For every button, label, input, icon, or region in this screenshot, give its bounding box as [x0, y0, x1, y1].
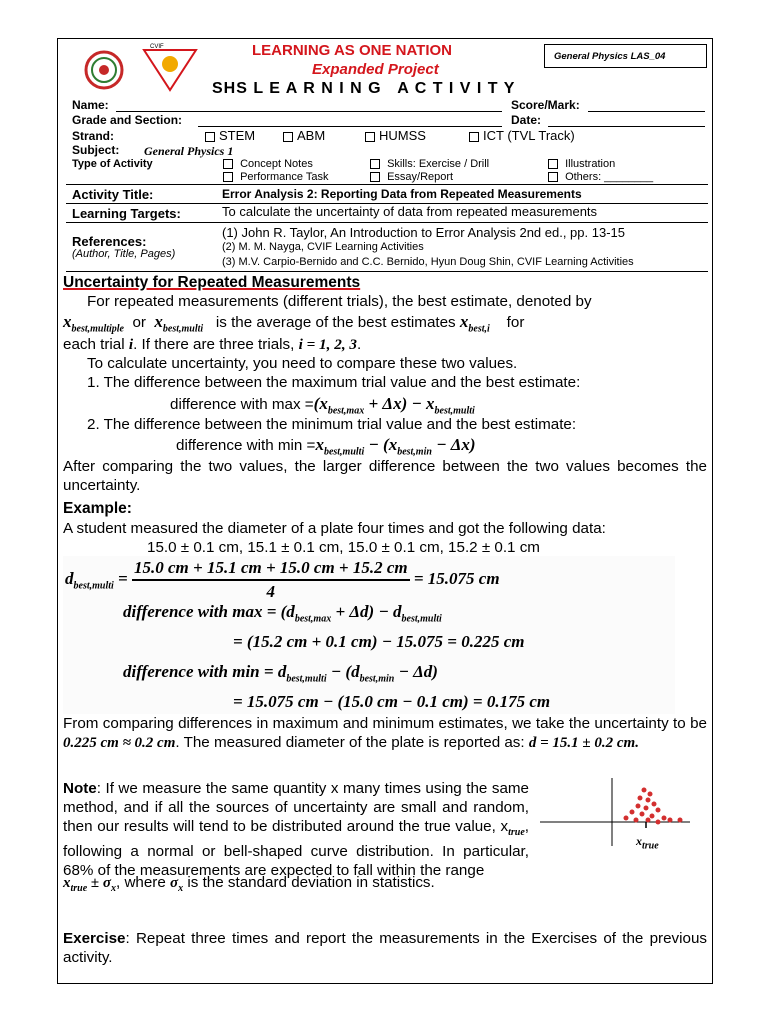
reference-1: (1) John R. Taylor, An Introduction to Error Analysis 2nd ed., pp. 13-15 [222, 225, 625, 240]
eq-diff-max-value: = (15.2 cm + 0.1 cm) − 15.075 = 0.225 cm [233, 632, 525, 651]
eq-diff-min: difference with $\min = d_{best,multi} - (d_{best,min} - \Delta d)$ [123, 662, 438, 685]
strand-abm[interactable]: ABM [283, 128, 325, 143]
name-field[interactable] [116, 111, 502, 112]
concept-checkbox[interactable] [223, 159, 233, 169]
strand-ict[interactable]: ICT (TVL Track) [469, 128, 575, 143]
activity-title-value: Error Analysis 2: Reporting Data from Repeated Measurements [222, 187, 582, 201]
score-field[interactable] [588, 111, 705, 112]
strand-stem[interactable]: STEM [205, 128, 255, 143]
eq-d-best: $d_{best,multi}$ = $\frac{15.0 cm + 15.1 cm + 15.0 cm + 15.2 cm}{4}$ = 15.075 cm [65, 558, 500, 601]
skills-checkbox[interactable] [370, 159, 380, 169]
example-text: A student measured the diameter of a plate four times and got the following data: [63, 520, 606, 537]
humss-checkbox[interactable] [365, 132, 375, 142]
type-label: Type of Activity [72, 158, 153, 170]
date-field[interactable] [548, 126, 705, 127]
distribution-figure [540, 778, 690, 854]
type-illustration[interactable]: Illustration [548, 158, 615, 170]
references-label: References: [72, 234, 147, 249]
las-code: General Physics LAS_04 [554, 51, 666, 62]
reference-3: (3) M.V. Carpio-Bernido and C.C. Bernido, Hyun Doug Shin, CVIF Learning Activities [222, 256, 634, 268]
divider [66, 184, 708, 185]
activity-title-label: Activity Title: [72, 187, 154, 202]
example-equations [63, 556, 675, 714]
data-line: 15.0 ± 0.1 cm, 15.1 ± 0.1 cm, 15.0 ± 0.1 cm, 15.2 ± 0.1 cm [147, 539, 540, 556]
type-others[interactable]: Others: ________ [548, 171, 653, 183]
essay-checkbox[interactable] [370, 172, 380, 182]
type-essay[interactable]: Essay/Report [370, 171, 453, 183]
exercise-paragraph: Exercise: Repeat three times and report the measurements in the Exercises of the previous activity. [63, 930, 707, 966]
paragraph-1a: For repeated measurements (different trials), the best estimate, denoted by [87, 293, 592, 310]
type-performance[interactable]: Performance Task [223, 171, 329, 183]
type-skills[interactable]: Skills: Exercise / Drill [370, 158, 489, 170]
header-title: LEARNING AS ONE NATION [252, 42, 453, 59]
name-label: Name: [72, 98, 109, 112]
learning-targets-label: Learning Targets: [72, 206, 181, 221]
abm-checkbox[interactable] [283, 132, 293, 142]
list-item-1: 1. The difference between the maximum trial value and the best estimate: [87, 374, 581, 391]
score-label: Score/Mark: [511, 98, 580, 112]
grade-field[interactable] [198, 126, 502, 127]
list-item-2: 2. The difference between the minimum trial value and the best estimate: [87, 416, 577, 433]
references-sub: (Author, Title, Pages) [72, 248, 176, 260]
eq-diff-max: difference with $\max = (d_{best,max} + \Delta d) - d_{best,multi}$ [123, 602, 442, 625]
divider [66, 222, 708, 223]
type-concept-notes[interactable]: Concept Notes [223, 158, 313, 170]
paragraph-1b: $x_{best,multiple}$ or $x_{best,multi}$ is the average of the best estimates $x_{best,i}$ for [63, 312, 525, 335]
figure-label-xtrue: $x_{true}$ [636, 834, 659, 852]
divider [66, 271, 708, 272]
equation-1: difference with $\max =(x_{best,max} + \Delta x) - x_{best,multi}$ [170, 394, 475, 417]
paragraph-4: From comparing differences in maximum and minimum estimates, we take the uncertainty to be 0.225 cm ≈ 0.2 cm. The measured diameter of the plate is reported as: d = 15.1 ± 0.2 cm. [63, 715, 707, 751]
paragraph-2: To calculate uncertainty, you need to compare these two values. [87, 355, 518, 372]
note-paragraph: Note: If we measure the same quantity x many times using the same method, and if all the sources of uncertainty are small and random, then our results will tend to be distributed around the true value, $x_{true}$, following a normal or bell-shaped curve distribution. In particular, 68% of the measurements are expected to fall within the range [63, 780, 529, 880]
illustration-checkbox[interactable] [548, 159, 558, 169]
date-label: Date: [511, 113, 542, 127]
learning-targets-value: To calculate the uncertainty of data from repeated measurements [222, 204, 598, 219]
las-code-box [544, 44, 707, 68]
header-subtitle: Expanded Project [312, 61, 439, 78]
strand-label: Strand: [72, 129, 114, 143]
note-paragraph-2: $x_{true} \pm \sigma_x$, where $\sigma_x$ is the standard deviation in statistics. [63, 874, 435, 894]
activity-header: SHS L E A R N I N G A C T I V I T Y [212, 80, 516, 97]
subject-label: Subject: [72, 143, 120, 157]
others-checkbox[interactable] [548, 172, 558, 182]
cvif-logo-text: CVIF [150, 44, 164, 50]
performance-checkbox[interactable] [223, 172, 233, 182]
stem-checkbox[interactable] [205, 132, 215, 142]
eq-diff-min-value: = 15.075 cm − (15.0 cm − 0.1 cm) = 0.175 cm [233, 692, 551, 711]
example-heading: Example: [63, 500, 132, 517]
school-seal-logo [80, 50, 128, 90]
paragraph-3: After comparing the two values, the larger difference between the two values becomes the uncertainty. [63, 458, 707, 494]
reference-2: (2) M. M. Nayga, CVIF Learning Activities [222, 241, 424, 253]
grade-label: Grade and Section: [72, 113, 183, 127]
equation-2: difference with $\min =x_{best,multi} - (x_{best,min} - \Delta x)$ [176, 435, 476, 458]
ict-checkbox[interactable] [469, 132, 479, 142]
strand-humss[interactable]: HUMSS [365, 128, 426, 143]
paragraph-1c: each trial i. If there are three trials, i = 1, 2, 3. [63, 336, 362, 353]
section-heading: Uncertainty for Repeated Measurements [63, 274, 361, 291]
subject-value: General Physics 1 [144, 144, 234, 158]
cvif-dlp-logo [140, 42, 200, 94]
